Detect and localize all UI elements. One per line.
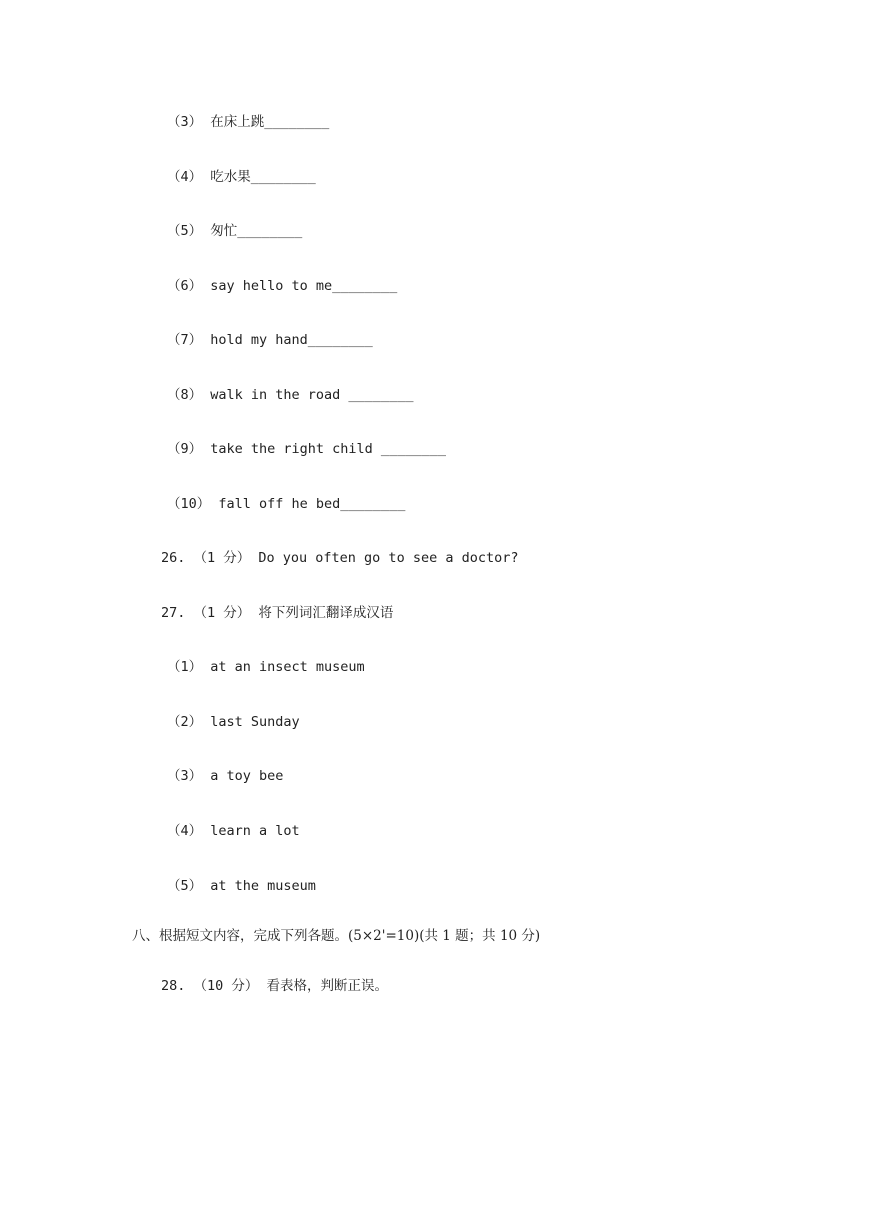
question-27: 27. （1 分） 将下列词汇翻译成汉语 (161, 605, 394, 621)
question-28: 28. （10 分） 看表格，判断正误。 (161, 978, 389, 994)
question-25-item-8: （8） walk in the road ________ (167, 387, 414, 403)
question-25-item-7: （7） hold my hand________ (167, 332, 373, 348)
question-25-item-9: （9） take the right child ________ (167, 441, 446, 457)
question-27-item-1: （1） at an insect museum (167, 659, 365, 675)
question-25-item-10: （10） fall off he bed________ (167, 496, 406, 512)
question-27-item-5: （5） at the museum (167, 878, 316, 894)
question-27-item-3: （3） a toy bee (167, 768, 284, 784)
question-25-item-4: （4） 吃水果________ (167, 169, 316, 185)
question-25-item-5: （5） 匆忙________ (167, 223, 303, 239)
question-25-item-3: （3） 在床上跳________ (167, 114, 330, 130)
question-26: 26. （1 分） Do you often go to see a doctor? (161, 550, 519, 566)
question-27-item-2: （2） last Sunday (167, 714, 300, 730)
question-25-item-6: （6） say hello to me________ (167, 278, 398, 294)
question-27-item-4: （4） learn a lot (167, 823, 300, 839)
section-8-heading: 八、根据短文内容，完成下列各题。(5×2'=10)(共 1 题；共 10 分) (132, 928, 541, 944)
